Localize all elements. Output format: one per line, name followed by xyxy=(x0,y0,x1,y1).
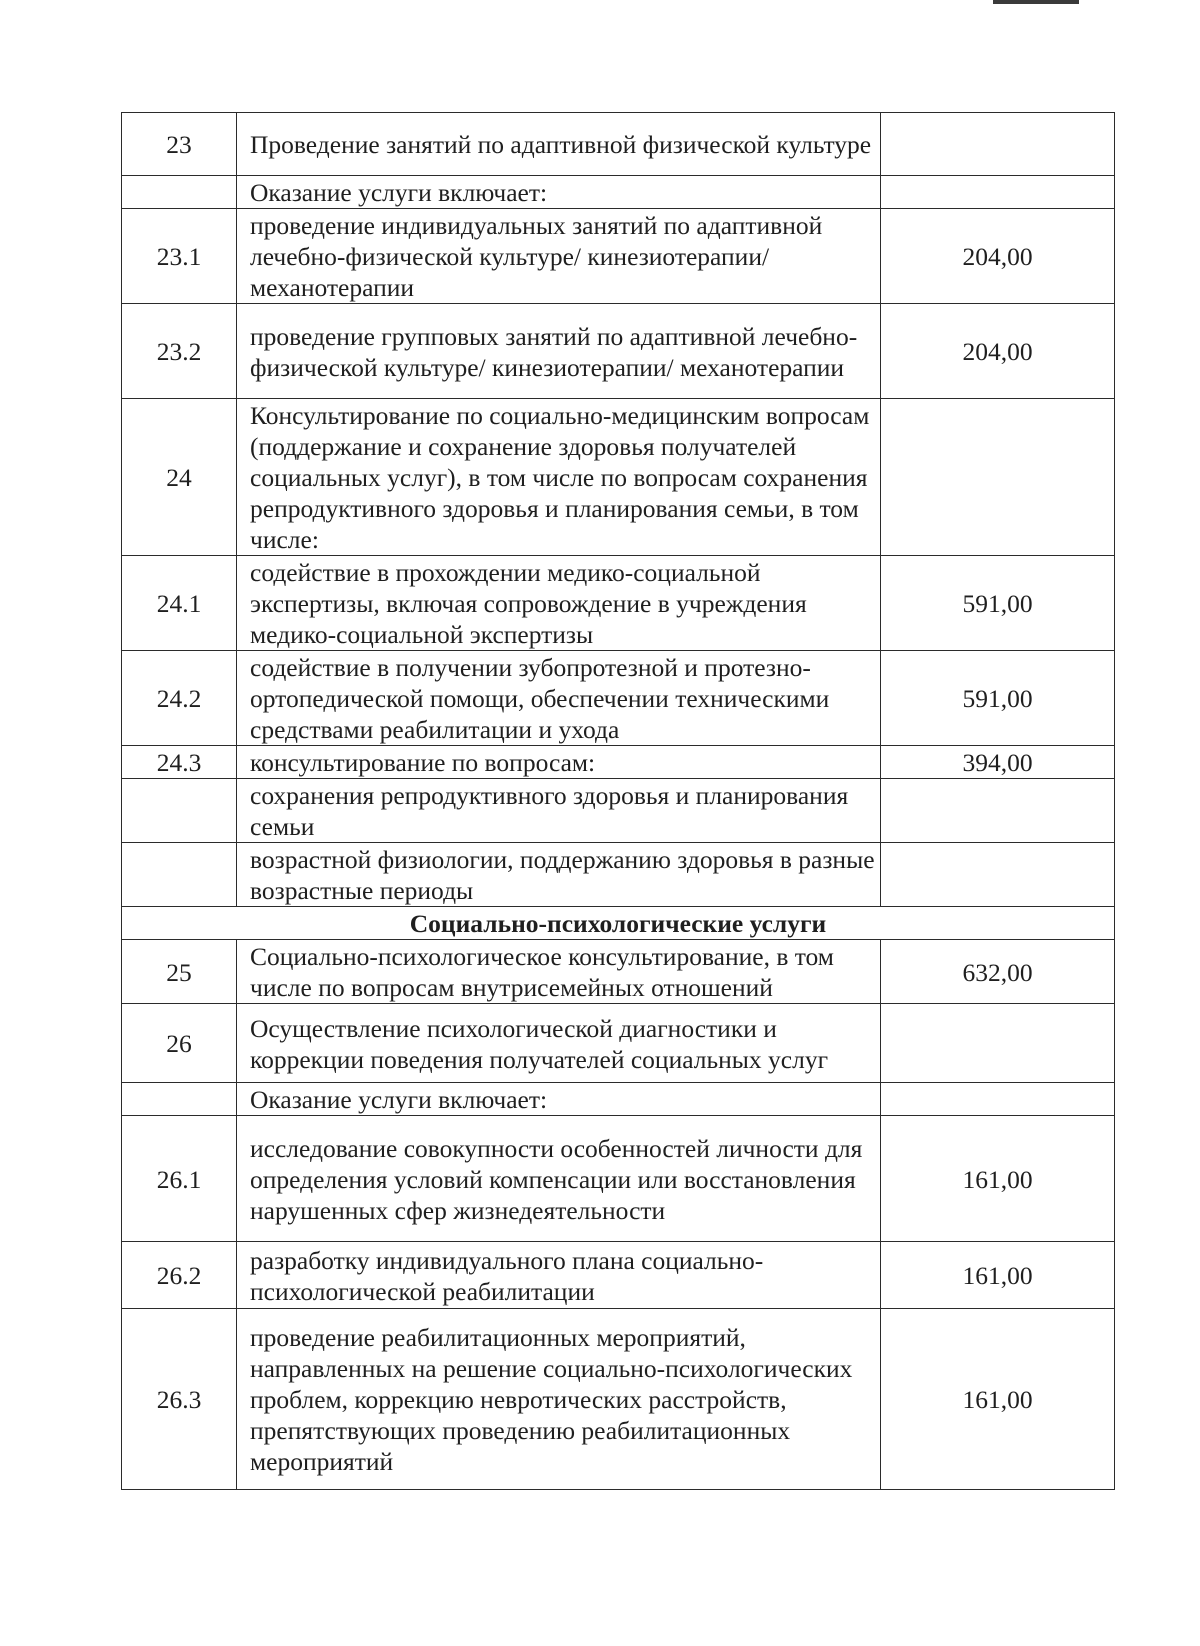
price-cell xyxy=(881,779,1115,843)
row-number-cell: 25 xyxy=(122,940,237,1004)
table-row xyxy=(122,1309,1115,1490)
price-cell: 591,00 xyxy=(881,651,1115,746)
row-number-cell: 23.1 xyxy=(122,209,237,304)
row-number-cell: 26 xyxy=(122,1004,237,1083)
table-row xyxy=(122,907,1115,940)
price-cell: 632,00 xyxy=(881,940,1115,1004)
row-number-cell: 24 xyxy=(122,399,237,556)
scan-corner-mark xyxy=(993,0,1079,4)
table-body xyxy=(122,113,1115,1490)
table-row xyxy=(122,843,1115,907)
price-cell xyxy=(881,1004,1115,1083)
service-name-cell: проведение реабилитационных мероприятий, направленных на решение социально-психологических проблем, коррекцию невротических расстройств, препятствующих проведению реабилитационных мероприятий xyxy=(237,1309,881,1490)
price-cell xyxy=(881,843,1115,907)
table-row xyxy=(122,940,1115,1004)
table-row xyxy=(122,779,1115,843)
row-number-cell: 24.2 xyxy=(122,651,237,746)
price-cell xyxy=(881,176,1115,209)
row-number-cell: 26.1 xyxy=(122,1116,237,1242)
price-cell: 204,00 xyxy=(881,304,1115,399)
row-number-cell: 23 xyxy=(122,113,237,176)
service-name-cell: содействие в получении зубопротезной и протезно-ортопедической помощи, обеспечении техническими средствами реабилитации и ухода xyxy=(237,651,881,746)
table-row xyxy=(122,651,1115,746)
table-row xyxy=(122,304,1115,399)
table-row xyxy=(122,746,1115,779)
price-cell: 591,00 xyxy=(881,556,1115,651)
price-cell: 161,00 xyxy=(881,1309,1115,1490)
row-number-cell: 26.3 xyxy=(122,1309,237,1490)
section-heading: Социально-психологические услуги xyxy=(122,907,1115,940)
price-cell: 161,00 xyxy=(881,1116,1115,1242)
service-name-cell: Социально-психологическое консультирование, в том числе по вопросам внутрисемейных отношений xyxy=(237,940,881,1004)
table-row xyxy=(122,209,1115,304)
table-row xyxy=(122,113,1115,176)
row-number-cell xyxy=(122,779,237,843)
service-name-cell: Оказание услуги включает: xyxy=(237,1083,881,1116)
service-name-cell: Проведение занятий по адаптивной физической культуре xyxy=(237,113,881,176)
price-cell: 161,00 xyxy=(881,1242,1115,1309)
table-row xyxy=(122,1004,1115,1083)
row-number-cell xyxy=(122,843,237,907)
service-name-cell: Оказание услуги включает: xyxy=(237,176,881,209)
price-cell xyxy=(881,399,1115,556)
row-number-cell xyxy=(122,176,237,209)
service-name-cell: разработку индивидуального плана социально-психологической реабилитации xyxy=(237,1242,881,1309)
price-cell xyxy=(881,113,1115,176)
table-row xyxy=(122,1242,1115,1309)
service-name-cell: сохранения репродуктивного здоровья и планирования семьи xyxy=(237,779,881,843)
row-number-cell: 24.1 xyxy=(122,556,237,651)
service-name-cell: консультирование по вопросам: xyxy=(237,746,881,779)
price-cell xyxy=(881,1083,1115,1116)
table-row xyxy=(122,399,1115,556)
row-number-cell xyxy=(122,1083,237,1116)
service-name-cell: Консультирование по социально-медицинским вопросам (поддержание и сохранение здоровья получателей социальных услуг), в том числе по вопросам сохранения репродуктивного здоровья и планирования семьи, в том числе: xyxy=(237,399,881,556)
table-row xyxy=(122,176,1115,209)
table-row xyxy=(122,1083,1115,1116)
services-tariff-table xyxy=(121,112,1115,1490)
row-number-cell: 24.3 xyxy=(122,746,237,779)
service-name-cell: исследование совокупности особенностей личности для определения условий компенсации или восстановления нарушенных сфер жизнедеятельности xyxy=(237,1116,881,1242)
service-name-cell: проведение индивидуальных занятий по адаптивной лечебно-физической культуре/ кинезиотерапии/ механотерапии xyxy=(237,209,881,304)
row-number-cell: 23.2 xyxy=(122,304,237,399)
table-row xyxy=(122,556,1115,651)
table-row xyxy=(122,1116,1115,1242)
row-number-cell: 26.2 xyxy=(122,1242,237,1309)
price-cell: 204,00 xyxy=(881,209,1115,304)
service-name-cell: проведение групповых занятий по адаптивной лечебно-физической культуре/ кинезиотерапии/ механотерапии xyxy=(237,304,881,399)
service-name-cell: содействие в прохождении медико-социальной экспертизы, включая сопровождение в учреждения медико-социальной экспертизы xyxy=(237,556,881,651)
service-name-cell: Осуществление психологической диагностики и коррекции поведения получателей социальных услуг xyxy=(237,1004,881,1083)
price-cell: 394,00 xyxy=(881,746,1115,779)
service-name-cell: возрастной физиологии, поддержанию здоровья в разные возрастные периоды xyxy=(237,843,881,907)
